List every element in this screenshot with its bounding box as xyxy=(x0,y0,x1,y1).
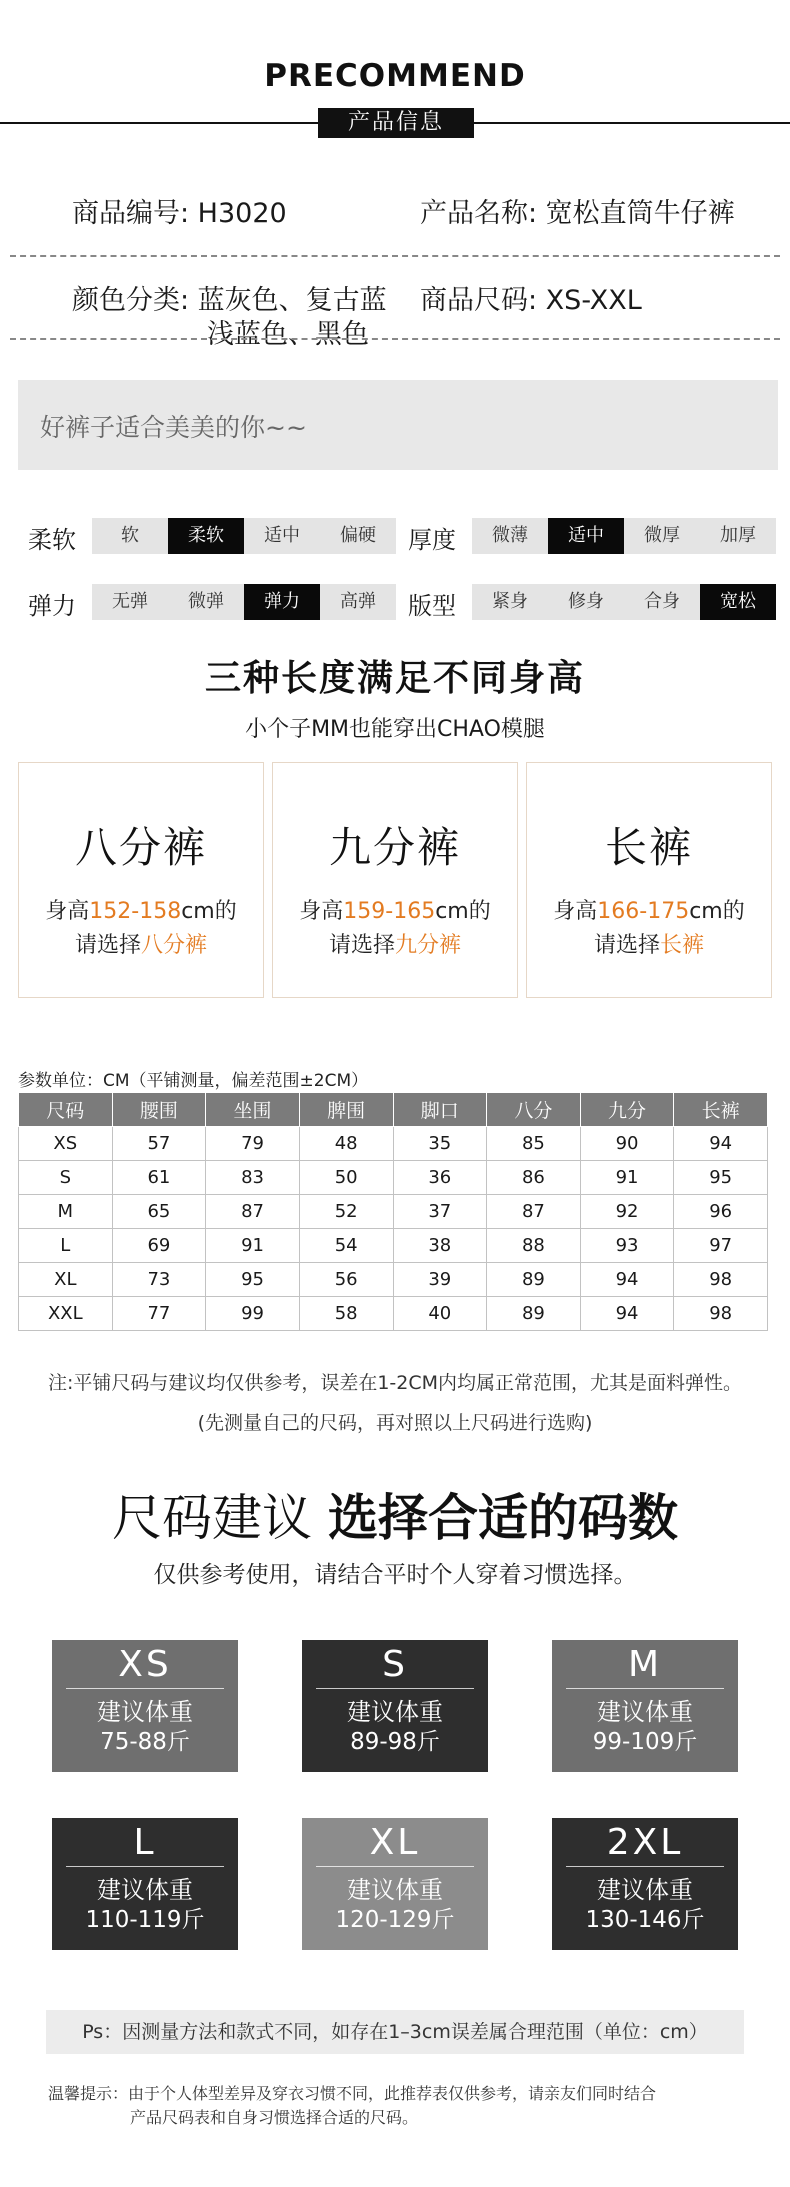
size-box-xl xyxy=(302,1818,488,1950)
attr-bar-fit xyxy=(472,584,776,620)
size-name: XS xyxy=(118,1644,172,1685)
measure-cell: 85 xyxy=(487,1127,581,1161)
weight-range: 89-98斤 xyxy=(350,1729,440,1755)
attr-label-softness: 柔软 xyxy=(28,526,76,554)
measure-cell: 92 xyxy=(580,1195,674,1229)
col-header: 尺码 xyxy=(19,1093,113,1127)
measure-cell: 94 xyxy=(580,1297,674,1331)
measure-cell: 37 xyxy=(393,1195,487,1229)
size-cell: L xyxy=(19,1229,113,1263)
attr-option: 偏硬 xyxy=(340,525,376,546)
measure-cell: 61 xyxy=(112,1161,206,1195)
length-card-name: 长裤 xyxy=(604,823,693,872)
table-row xyxy=(19,1127,768,1161)
table-row xyxy=(19,1229,768,1263)
ps-note: Ps：因测量方法和款式不同，如存在1–3cm误差属合理范围（单位：cm） xyxy=(46,2010,744,2054)
size-name: 2XL xyxy=(606,1822,684,1863)
attr-option-selected: 柔软 xyxy=(168,518,244,554)
warm-tip-line: 产品尺码表和自身习惯选择合适的尺码。 xyxy=(130,2108,419,2127)
weight-range: 130-146斤 xyxy=(585,1907,705,1933)
size-cell: M xyxy=(19,1195,113,1229)
slogan-text: 好裤子适合美美的你~~ xyxy=(40,413,307,442)
measure-cell: 91 xyxy=(580,1161,674,1195)
col-header: 脚口 xyxy=(393,1093,487,1127)
measure-cell: 87 xyxy=(206,1195,300,1229)
attr-option: 高弹 xyxy=(340,591,376,612)
product-name: 产品名称: 宽松直筒牛仔裤 xyxy=(420,198,735,229)
warm-tip-line: 温馨提示：由于个人体型差异及穿衣习惯不同，此推荐表仅供参考，请亲友们同时结合 xyxy=(48,2084,657,2103)
color-options: 颜色分类: 蓝灰色、复古蓝 xyxy=(72,285,387,316)
color-options-cont: 浅蓝色、黑色 xyxy=(207,319,369,350)
measure-cell: 48 xyxy=(299,1127,393,1161)
size-divider xyxy=(316,1866,474,1867)
dashed-divider xyxy=(10,255,780,257)
measure-cell: 95 xyxy=(206,1263,300,1297)
col-header: 长裤 xyxy=(674,1093,768,1127)
weight-range: 120-129斤 xyxy=(335,1907,455,1933)
size-cell: XS xyxy=(19,1127,113,1161)
measure-cell: 65 xyxy=(112,1195,206,1229)
page-title: PRECOMMEND xyxy=(264,58,526,94)
weight-range: 110-119斤 xyxy=(85,1907,205,1933)
table-row xyxy=(19,1263,768,1297)
item-number: 商品编号: H3020 xyxy=(72,198,287,229)
measure-cell: 89 xyxy=(487,1297,581,1331)
measure-cell: 86 xyxy=(487,1161,581,1195)
col-header: 腰围 xyxy=(112,1093,206,1127)
advice-subtitle: 仅供参考使用，请结合平时个人穿着习惯选择。 xyxy=(153,1562,637,1588)
weight-range: 99-109斤 xyxy=(592,1729,698,1755)
col-header: 八分 xyxy=(487,1093,581,1127)
weight-label: 建议体重 xyxy=(597,1698,693,1726)
attr-option-selected: 弹力 xyxy=(244,584,320,620)
col-header: 坐围 xyxy=(206,1093,300,1127)
attr-option: 无弹 xyxy=(112,591,148,612)
measure-cell: 99 xyxy=(206,1297,300,1331)
measure-cell: 79 xyxy=(206,1127,300,1161)
table-row xyxy=(19,1161,768,1195)
attr-option: 加厚 xyxy=(720,525,756,546)
size-table xyxy=(18,1092,768,1331)
attr-option: 微厚 xyxy=(644,525,680,546)
size-box-m xyxy=(552,1640,738,1772)
height-range: 身高152-158cm的 请选择八分裤 xyxy=(45,899,237,958)
measure-cell: 50 xyxy=(299,1161,393,1195)
measure-cell: 38 xyxy=(393,1229,487,1263)
measure-cell: 94 xyxy=(580,1263,674,1297)
measure-cell: 88 xyxy=(487,1229,581,1263)
measure-cell: 39 xyxy=(393,1263,487,1297)
table-footnote: 注:平铺尺码与建议均仅供参考，误差在1-2CM内均属正常范围，尤其是面料弹性。 xyxy=(47,1372,743,1394)
measure-cell: 96 xyxy=(674,1195,768,1229)
weight-label: 建议体重 xyxy=(347,1876,443,1904)
weight-label: 建议体重 xyxy=(97,1698,193,1726)
measure-cell: 36 xyxy=(393,1161,487,1195)
table-row xyxy=(19,1195,768,1229)
attr-option-selected: 宽松 xyxy=(700,584,776,620)
col-header: 脾围 xyxy=(299,1093,393,1127)
measure-cell: 98 xyxy=(674,1263,768,1297)
size-box-l xyxy=(52,1818,238,1950)
col-header: 九分 xyxy=(580,1093,674,1127)
size-divider xyxy=(316,1688,474,1689)
attr-label-fit: 版型 xyxy=(408,592,456,620)
size-name: S xyxy=(382,1644,408,1685)
size-box-2xl xyxy=(552,1818,738,1950)
attr-option: 微薄 xyxy=(492,525,528,546)
attr-bar-softness xyxy=(92,518,396,554)
size-divider xyxy=(66,1866,224,1867)
warm-tip xyxy=(48,2082,748,2130)
section-tag: 产品信息 xyxy=(318,108,474,138)
attr-option: 适中 xyxy=(264,525,300,546)
dashed-divider xyxy=(10,338,780,340)
height-range: 身高159-165cm的 请选择九分裤 xyxy=(299,899,491,958)
length-subtitle: 小个子MM也能穿出CHAO模腿 xyxy=(245,717,545,742)
measure-cell: 54 xyxy=(299,1229,393,1263)
measure-cell: 98 xyxy=(674,1297,768,1331)
attr-option: 微弹 xyxy=(188,591,224,612)
measure-cell: 35 xyxy=(393,1127,487,1161)
measure-cell: 77 xyxy=(112,1297,206,1331)
slogan-banner xyxy=(18,380,778,470)
weight-label: 建议体重 xyxy=(97,1876,193,1904)
size-name: M xyxy=(627,1644,663,1685)
measure-cell: 94 xyxy=(674,1127,768,1161)
attr-option: 紧身 xyxy=(492,591,528,612)
height-range: 身高166-175cm的 请选择长裤 xyxy=(553,899,745,958)
attr-label-thickness: 厚度 xyxy=(408,526,456,554)
size-range: 商品尺码: XS-XXL xyxy=(420,285,642,316)
size-box-xs xyxy=(52,1640,238,1772)
table-header-row xyxy=(19,1093,768,1127)
weight-label: 建议体重 xyxy=(347,1698,443,1726)
attr-option: 合身 xyxy=(644,591,680,612)
measure-cell: 57 xyxy=(112,1127,206,1161)
size-cell: S xyxy=(19,1161,113,1195)
measure-cell: 69 xyxy=(112,1229,206,1263)
size-divider xyxy=(566,1688,724,1689)
size-cell: XXL xyxy=(19,1297,113,1331)
length-card xyxy=(18,762,264,998)
table-unit-note: 参数单位：CM（平铺测量，偏差范围±2CM） xyxy=(18,1071,369,1091)
size-divider xyxy=(566,1866,724,1867)
table-footnote-2: (先测量自己的尺码，再对照以上尺码进行选购) xyxy=(197,1412,593,1434)
size-name: L xyxy=(133,1822,157,1863)
weight-range: 75-88斤 xyxy=(100,1729,190,1755)
attr-label-elasticity: 弹力 xyxy=(28,592,76,620)
measure-cell: 87 xyxy=(487,1195,581,1229)
size-name: XL xyxy=(369,1822,421,1863)
measure-cell: 52 xyxy=(299,1195,393,1229)
advice-title: 尺码建议 选择合适的码数 xyxy=(112,1489,678,1547)
attr-bar-thickness xyxy=(472,518,776,554)
measure-cell: 73 xyxy=(112,1263,206,1297)
length-card-name: 九分裤 xyxy=(328,823,461,872)
measure-cell: 93 xyxy=(580,1229,674,1263)
measure-cell: 40 xyxy=(393,1297,487,1331)
measure-cell: 58 xyxy=(299,1297,393,1331)
size-box-s xyxy=(302,1640,488,1772)
table-row xyxy=(19,1297,768,1331)
size-cell: XL xyxy=(19,1263,113,1297)
measure-cell: 83 xyxy=(206,1161,300,1195)
attr-option: 软 xyxy=(121,525,139,546)
attr-option: 修身 xyxy=(568,591,604,612)
measure-cell: 91 xyxy=(206,1229,300,1263)
measure-cell: 97 xyxy=(674,1229,768,1263)
measure-cell: 89 xyxy=(487,1263,581,1297)
length-card xyxy=(526,762,772,998)
weight-label: 建议体重 xyxy=(597,1876,693,1904)
attr-bar-elasticity xyxy=(92,584,396,620)
measure-cell: 95 xyxy=(674,1161,768,1195)
measure-cell: 90 xyxy=(580,1127,674,1161)
measure-cell: 56 xyxy=(299,1263,393,1297)
size-divider xyxy=(66,1688,224,1689)
attr-option-selected: 适中 xyxy=(548,518,624,554)
length-card xyxy=(272,762,518,998)
length-card-name: 八分裤 xyxy=(74,823,207,872)
length-title: 三种长度满足不同身高 xyxy=(204,658,585,699)
